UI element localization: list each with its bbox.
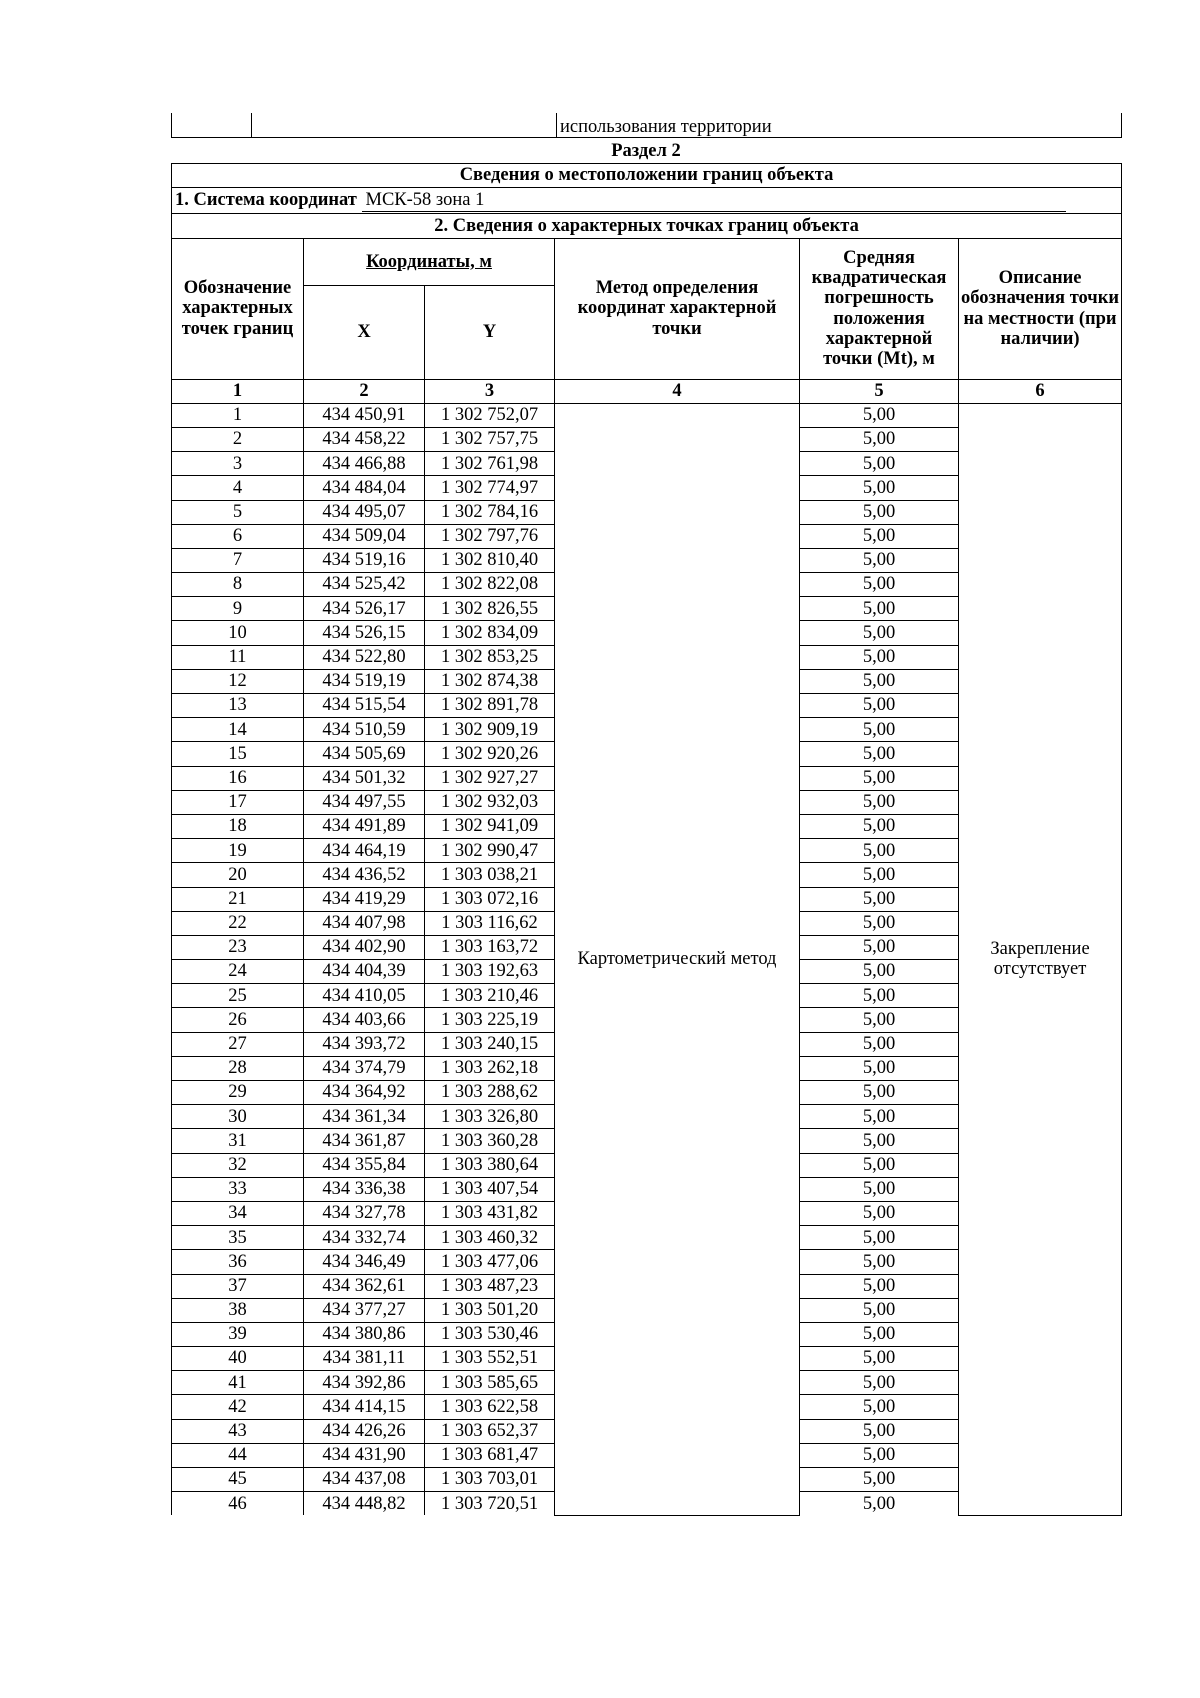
point-y: 1 303 072,16 bbox=[425, 887, 555, 911]
point-error: 5,00 bbox=[800, 1081, 959, 1105]
point-y: 1 303 622,58 bbox=[425, 1395, 555, 1419]
col-number: 3 bbox=[425, 379, 555, 403]
point-y: 1 302 784,16 bbox=[425, 500, 555, 524]
point-x: 434 410,05 bbox=[304, 984, 425, 1008]
point-error: 5,00 bbox=[800, 597, 959, 621]
point-x: 434 392,86 bbox=[304, 1371, 425, 1395]
point-x: 434 526,15 bbox=[304, 621, 425, 645]
point-error: 5,00 bbox=[800, 548, 959, 572]
point-y: 1 302 834,09 bbox=[425, 621, 555, 645]
point-number: 24 bbox=[172, 960, 304, 984]
point-error: 5,00 bbox=[800, 1371, 959, 1395]
point-error: 5,00 bbox=[800, 1226, 959, 1250]
point-y: 1 302 757,75 bbox=[425, 427, 555, 451]
point-error: 5,00 bbox=[800, 476, 959, 500]
point-number: 7 bbox=[172, 548, 304, 572]
point-number: 28 bbox=[172, 1056, 304, 1080]
point-y: 1 302 990,47 bbox=[425, 839, 555, 863]
point-number: 23 bbox=[172, 935, 304, 959]
point-error: 5,00 bbox=[800, 1129, 959, 1153]
point-number: 41 bbox=[172, 1371, 304, 1395]
point-y: 1 302 761,98 bbox=[425, 452, 555, 476]
point-y: 1 302 774,97 bbox=[425, 476, 555, 500]
point-x: 434 458,22 bbox=[304, 427, 425, 451]
point-error: 5,00 bbox=[800, 1250, 959, 1274]
point-error: 5,00 bbox=[800, 573, 959, 597]
point-error: 5,00 bbox=[800, 500, 959, 524]
point-x: 434 381,11 bbox=[304, 1347, 425, 1371]
col-y-header: Y bbox=[425, 285, 555, 379]
point-number: 38 bbox=[172, 1298, 304, 1322]
description-text: Закрепление отсутствует bbox=[990, 938, 1090, 980]
point-number: 18 bbox=[172, 814, 304, 838]
point-error: 5,00 bbox=[800, 839, 959, 863]
point-error: 5,00 bbox=[800, 935, 959, 959]
coord-system-row bbox=[172, 188, 1122, 214]
point-error: 5,00 bbox=[800, 790, 959, 814]
point-x: 434 380,86 bbox=[304, 1322, 425, 1346]
point-error: 5,00 bbox=[800, 960, 959, 984]
point-x: 434 484,04 bbox=[304, 476, 425, 500]
point-number: 27 bbox=[172, 1032, 304, 1056]
point-number: 46 bbox=[172, 1492, 304, 1516]
point-number: 26 bbox=[172, 1008, 304, 1032]
point-x: 434 515,54 bbox=[304, 694, 425, 718]
point-x: 434 336,38 bbox=[304, 1177, 425, 1201]
point-error: 5,00 bbox=[800, 1419, 959, 1443]
point-number: 2 bbox=[172, 427, 304, 451]
point-y: 1 302 752,07 bbox=[425, 403, 555, 427]
point-y: 1 302 909,19 bbox=[425, 718, 555, 742]
point-number: 32 bbox=[172, 1153, 304, 1177]
point-number: 36 bbox=[172, 1250, 304, 1274]
point-y: 1 303 038,21 bbox=[425, 863, 555, 887]
point-number: 10 bbox=[172, 621, 304, 645]
point-error: 5,00 bbox=[800, 1322, 959, 1346]
point-y: 1 302 810,40 bbox=[425, 548, 555, 572]
point-y: 1 302 822,08 bbox=[425, 573, 555, 597]
point-number: 44 bbox=[172, 1443, 304, 1467]
point-x: 434 464,19 bbox=[304, 839, 425, 863]
point-x: 434 355,84 bbox=[304, 1153, 425, 1177]
point-y: 1 303 530,46 bbox=[425, 1322, 555, 1346]
fragment-cell-1 bbox=[172, 113, 252, 138]
point-x: 434 327,78 bbox=[304, 1201, 425, 1225]
point-error: 5,00 bbox=[800, 452, 959, 476]
point-error: 5,00 bbox=[800, 1298, 959, 1322]
point-number: 16 bbox=[172, 766, 304, 790]
point-number: 4 bbox=[172, 476, 304, 500]
coord-system-label: 1. Система координат bbox=[175, 190, 357, 211]
point-y: 1 303 487,23 bbox=[425, 1274, 555, 1298]
point-y: 1 302 826,55 bbox=[425, 597, 555, 621]
point-number: 30 bbox=[172, 1105, 304, 1129]
point-y: 1 303 360,28 bbox=[425, 1129, 555, 1153]
point-y: 1 303 380,64 bbox=[425, 1153, 555, 1177]
point-y: 1 303 225,19 bbox=[425, 1008, 555, 1032]
point-x: 434 526,17 bbox=[304, 597, 425, 621]
method-cell: Картометрический метод bbox=[555, 403, 800, 1515]
point-y: 1 303 477,06 bbox=[425, 1250, 555, 1274]
point-x: 434 407,98 bbox=[304, 911, 425, 935]
point-y: 1 303 552,51 bbox=[425, 1347, 555, 1371]
point-x: 434 497,55 bbox=[304, 790, 425, 814]
col-number: 5 bbox=[800, 379, 959, 403]
col-number: 4 bbox=[555, 379, 800, 403]
point-error: 5,00 bbox=[800, 984, 959, 1008]
point-error: 5,00 bbox=[800, 911, 959, 935]
point-error: 5,00 bbox=[800, 524, 959, 548]
point-error: 5,00 bbox=[800, 621, 959, 645]
point-x: 434 403,66 bbox=[304, 1008, 425, 1032]
fragment-text: использования территории bbox=[557, 113, 1122, 138]
point-number: 42 bbox=[172, 1395, 304, 1419]
point-y: 1 303 116,62 bbox=[425, 911, 555, 935]
col-coords-header: Координаты, м bbox=[304, 238, 555, 285]
point-error: 5,00 bbox=[800, 1468, 959, 1492]
point-error: 5,00 bbox=[800, 718, 959, 742]
point-x: 434 466,88 bbox=[304, 452, 425, 476]
point-x: 434 437,08 bbox=[304, 1468, 425, 1492]
point-number: 1 bbox=[172, 403, 304, 427]
point-x: 434 377,27 bbox=[304, 1298, 425, 1322]
point-y: 1 303 585,65 bbox=[425, 1371, 555, 1395]
point-error: 5,00 bbox=[800, 1395, 959, 1419]
point-x: 434 404,39 bbox=[304, 960, 425, 984]
point-number: 43 bbox=[172, 1419, 304, 1443]
point-y: 1 303 431,82 bbox=[425, 1201, 555, 1225]
point-error: 5,00 bbox=[800, 1153, 959, 1177]
point-number: 39 bbox=[172, 1322, 304, 1346]
description-cell bbox=[959, 403, 1122, 1515]
point-error: 5,00 bbox=[800, 863, 959, 887]
point-x: 434 510,59 bbox=[304, 718, 425, 742]
point-x: 434 491,89 bbox=[304, 814, 425, 838]
point-y: 1 303 681,47 bbox=[425, 1443, 555, 1467]
point-error: 5,00 bbox=[800, 1177, 959, 1201]
point-y: 1 303 288,62 bbox=[425, 1081, 555, 1105]
point-y: 1 303 192,63 bbox=[425, 960, 555, 984]
point-y: 1 303 460,32 bbox=[425, 1226, 555, 1250]
point-x: 434 450,91 bbox=[304, 403, 425, 427]
point-x: 434 361,34 bbox=[304, 1105, 425, 1129]
point-x: 434 364,92 bbox=[304, 1081, 425, 1105]
point-y: 1 303 210,46 bbox=[425, 984, 555, 1008]
point-error: 5,00 bbox=[800, 742, 959, 766]
point-x: 434 361,87 bbox=[304, 1129, 425, 1153]
point-y: 1 303 163,72 bbox=[425, 935, 555, 959]
point-number: 21 bbox=[172, 887, 304, 911]
point-error: 5,00 bbox=[800, 1032, 959, 1056]
point-error: 5,00 bbox=[800, 887, 959, 911]
point-y: 1 303 407,54 bbox=[425, 1177, 555, 1201]
point-x: 434 419,29 bbox=[304, 887, 425, 911]
point-error: 5,00 bbox=[800, 766, 959, 790]
point-y: 1 303 703,01 bbox=[425, 1468, 555, 1492]
point-error: 5,00 bbox=[800, 1201, 959, 1225]
point-x: 434 522,80 bbox=[304, 645, 425, 669]
point-x: 434 346,49 bbox=[304, 1250, 425, 1274]
point-y: 1 302 853,25 bbox=[425, 645, 555, 669]
coord-system-value: МСК-58 зона 1 bbox=[362, 190, 1066, 211]
point-error: 5,00 bbox=[800, 403, 959, 427]
col-method-header: Метод определения координат характерной точки bbox=[555, 238, 800, 379]
point-error: 5,00 bbox=[800, 814, 959, 838]
block-title: Сведения о местоположении границ объекта bbox=[172, 164, 1122, 188]
point-number: 13 bbox=[172, 694, 304, 718]
point-y: 1 302 797,76 bbox=[425, 524, 555, 548]
point-number: 14 bbox=[172, 718, 304, 742]
col-x-header: X bbox=[304, 285, 425, 379]
point-number: 34 bbox=[172, 1201, 304, 1225]
point-x: 434 448,82 bbox=[304, 1492, 425, 1516]
point-y: 1 302 891,78 bbox=[425, 694, 555, 718]
point-number: 5 bbox=[172, 500, 304, 524]
point-number: 12 bbox=[172, 669, 304, 693]
point-x: 434 505,69 bbox=[304, 742, 425, 766]
point-number: 33 bbox=[172, 1177, 304, 1201]
point-number: 40 bbox=[172, 1347, 304, 1371]
point-number: 11 bbox=[172, 645, 304, 669]
col-number: 2 bbox=[304, 379, 425, 403]
point-error: 5,00 bbox=[800, 694, 959, 718]
point-number: 3 bbox=[172, 452, 304, 476]
fragment-cell-2 bbox=[252, 113, 557, 138]
point-y: 1 303 652,37 bbox=[425, 1419, 555, 1443]
point-number: 37 bbox=[172, 1274, 304, 1298]
point-x: 434 495,07 bbox=[304, 500, 425, 524]
boundary-points-table bbox=[171, 163, 1122, 1516]
point-y: 1 302 874,38 bbox=[425, 669, 555, 693]
point-number: 22 bbox=[172, 911, 304, 935]
col-error-header: Средняя квадратическая погрешность положения характерной точки (Mt), м bbox=[800, 238, 959, 379]
point-y: 1 303 262,18 bbox=[425, 1056, 555, 1080]
point-number: 29 bbox=[172, 1081, 304, 1105]
point-error: 5,00 bbox=[800, 1105, 959, 1129]
point-x: 434 501,32 bbox=[304, 766, 425, 790]
point-number: 19 bbox=[172, 839, 304, 863]
point-number: 45 bbox=[172, 1468, 304, 1492]
point-y: 1 302 932,03 bbox=[425, 790, 555, 814]
section-title: Раздел 2 bbox=[611, 141, 681, 161]
previous-table-fragment bbox=[171, 113, 1122, 138]
point-y: 1 303 326,80 bbox=[425, 1105, 555, 1129]
point-y: 1 302 920,26 bbox=[425, 742, 555, 766]
table-row bbox=[172, 403, 1122, 427]
point-x: 434 362,61 bbox=[304, 1274, 425, 1298]
point-number: 20 bbox=[172, 863, 304, 887]
point-x: 434 393,72 bbox=[304, 1032, 425, 1056]
point-y: 1 303 240,15 bbox=[425, 1032, 555, 1056]
point-number: 35 bbox=[172, 1226, 304, 1250]
point-error: 5,00 bbox=[800, 427, 959, 451]
point-number: 25 bbox=[172, 984, 304, 1008]
col-designation-header: Обозначение характерных точек границ bbox=[172, 238, 304, 379]
point-x: 434 436,52 bbox=[304, 863, 425, 887]
col-number: 1 bbox=[172, 379, 304, 403]
point-number: 31 bbox=[172, 1129, 304, 1153]
point-error: 5,00 bbox=[800, 1492, 959, 1516]
point-x: 434 519,19 bbox=[304, 669, 425, 693]
points-title: 2. Сведения о характерных точках границ объекта bbox=[172, 214, 1122, 238]
point-error: 5,00 bbox=[800, 1056, 959, 1080]
point-x: 434 509,04 bbox=[304, 524, 425, 548]
point-x: 434 525,42 bbox=[304, 573, 425, 597]
point-x: 434 374,79 bbox=[304, 1056, 425, 1080]
point-number: 17 bbox=[172, 790, 304, 814]
point-error: 5,00 bbox=[800, 1008, 959, 1032]
col-description-header: Описание обозначения точки на местности (при наличии) bbox=[959, 238, 1122, 379]
col-number: 6 bbox=[959, 379, 1122, 403]
point-y: 1 303 720,51 bbox=[425, 1492, 555, 1516]
point-x: 434 402,90 bbox=[304, 935, 425, 959]
point-y: 1 302 941,09 bbox=[425, 814, 555, 838]
point-number: 9 bbox=[172, 597, 304, 621]
point-x: 434 414,15 bbox=[304, 1395, 425, 1419]
point-y: 1 302 927,27 bbox=[425, 766, 555, 790]
point-error: 5,00 bbox=[800, 645, 959, 669]
point-number: 15 bbox=[172, 742, 304, 766]
point-number: 6 bbox=[172, 524, 304, 548]
point-error: 5,00 bbox=[800, 1274, 959, 1298]
point-error: 5,00 bbox=[800, 669, 959, 693]
point-error: 5,00 bbox=[800, 1347, 959, 1371]
point-x: 434 332,74 bbox=[304, 1226, 425, 1250]
point-y: 1 303 501,20 bbox=[425, 1298, 555, 1322]
point-error: 5,00 bbox=[800, 1443, 959, 1467]
point-x: 434 426,26 bbox=[304, 1419, 425, 1443]
point-number: 8 bbox=[172, 573, 304, 597]
point-x: 434 431,90 bbox=[304, 1443, 425, 1467]
point-x: 434 519,16 bbox=[304, 548, 425, 572]
